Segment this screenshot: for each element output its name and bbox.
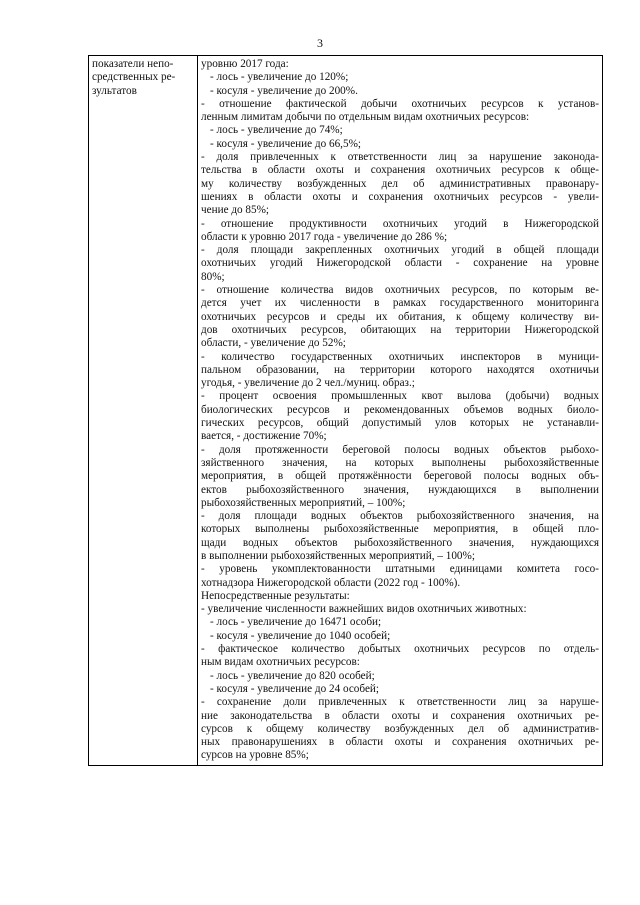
text-line: сурсов к общему количеству возбужденных дел об административ- [201,722,599,735]
text-line: тельства в области охоты и сохранения охотничьих ресурсов к обще- [201,164,599,177]
text-line: - лось - увеличение до 820 особей; [210,669,375,682]
text-line: - доля площади закрепленных охотничьих угодий в общей площади [201,244,599,257]
text-line: области к уровню 2017 года - увеличение до 286 %; [201,230,448,243]
text-line: му количеству возбужденных дел об административных правонару- [201,177,599,190]
text-line: - косуля - увеличение до 24 особей; [210,682,380,695]
text-line: рыбохозяйственных мероприятий, – 100%; [201,496,406,509]
text-line: ектов рыбохозяйственного значения, нуждающихся в выполнении [201,483,599,496]
text-line: охотничьих ресурсов и среды их обитания, к общему количеству ви- [201,310,599,323]
text-line: щади водных объектов рыбохозяйственного значения, нуждающихся [201,536,599,549]
text-line: - доля площади водных объектов рыбохозяйственного значения, на [201,510,599,523]
text-line: - косуля - увеличение до 66,5%; [210,137,361,150]
text-line: охотничьих угодий Нижегородской области - сохранение на уровне [201,257,599,270]
page-number: 3 [317,36,323,50]
text-line: дется учет их численности в рамках государственного мониторинга [201,297,599,310]
text-line: уровню 2017 года: [201,58,289,70]
text-line: - уровень укомплектованности штатными единицами комитета госо- [201,563,599,576]
text-line: ных правонарушениях в области охоты и сохранения охотничьих ре- [201,736,599,749]
text-line: хотнадзора Нижегородской области (2022 год - 100%). [201,576,461,589]
text-line: - процент освоения промышленных квот вылова (добычи) водных [201,390,599,403]
text-line: чение до 85%; [201,204,270,217]
text-line: - доля привлеченных к ответственности лиц за нарушение законода- [201,151,599,164]
text-line: - лось - увеличение до 16471 особи; [210,616,382,629]
text-line: ным видам охотничьих ресурсов: [201,656,360,669]
text-line: биологических ресурсов и рекомендованных объемов водных биоло- [201,403,599,416]
table-row [89,56,603,766]
text-line: гических ресурсов, общий допустимый улов которых не устанавли- [201,417,599,430]
text-line: - отношение фактической добычи охотничьих ресурсов к установ- [201,97,599,110]
indicator-values-cell [198,56,603,766]
text-line: - косуля - увеличение до 200%. [210,84,358,97]
text-line: - отношение количества видов охотничьих ресурсов, по которым ве- [201,284,599,297]
text-line: - лось - увеличение до 120%; [210,71,349,84]
section-heading: Непосредственные результаты: [201,589,350,602]
text-line: ние законодательства в области охоты и сохранения охотничьих ре- [201,709,599,722]
indicator-label-line: средственных ре- [92,71,176,84]
indicator-label-line: показатели непо- [92,58,174,70]
text-line: вается, - достижение 70%; [201,430,327,443]
text-line: - фактическое количество добытых охотничьих ресурсов по отдель- [201,643,599,656]
text-line: ленным лимитам добычи по отдельным видам охотничьих ресурсов: [201,111,530,124]
text-line: 80%; [201,270,225,283]
text-line: - доля протяженности береговой полосы водных объектов рыбохо- [201,443,599,456]
text-line: - отношение продуктивности охотничьих угодий в Нижегородской [201,217,599,230]
text-line: - лось - увеличение до 74%; [210,124,343,137]
text-line: пальном образовании, на территории которого находятся охотничьи [201,363,599,376]
text-line: дов охотничьих ресурсов, обитающих на территории Нижегородской [201,323,599,336]
indicator-label-line: зультатов [92,84,137,97]
indicators-table [88,55,603,766]
text-line: шениях в области охоты и сохранения охотничьих ресурсов - увели- [201,190,599,203]
text-line: - косуля - увеличение до 1040 особей; [210,629,391,642]
text-line: - сохранение доли привлеченных к ответственности лиц за наруше- [201,696,599,709]
text-line: мероприятия, в общей протяжённости береговой полосы водных объ- [201,470,599,483]
text-line: в выполнении рыбохозяйственных мероприятий, – 100%; [201,549,475,562]
indicator-label-cell [89,56,198,766]
text-line: которых выполнены рыбохозяйственные мероприятия, в общей пло- [201,523,599,536]
text-line: области, - увеличение до 52%; [201,337,346,350]
text-line: зяйственного значения, на которых выполнены рыбохозяйственные [201,456,599,469]
text-line: - увеличение численности важнейших видов охотничьих животных: [201,603,527,616]
text-line: угодья, - увеличение до 2 чел./муниц. образ.; [201,377,415,390]
text-line: сурсов на уровне 85%; [201,749,309,762]
text-line: - количество государственных охотничьих инспекторов в муници- [201,350,599,363]
